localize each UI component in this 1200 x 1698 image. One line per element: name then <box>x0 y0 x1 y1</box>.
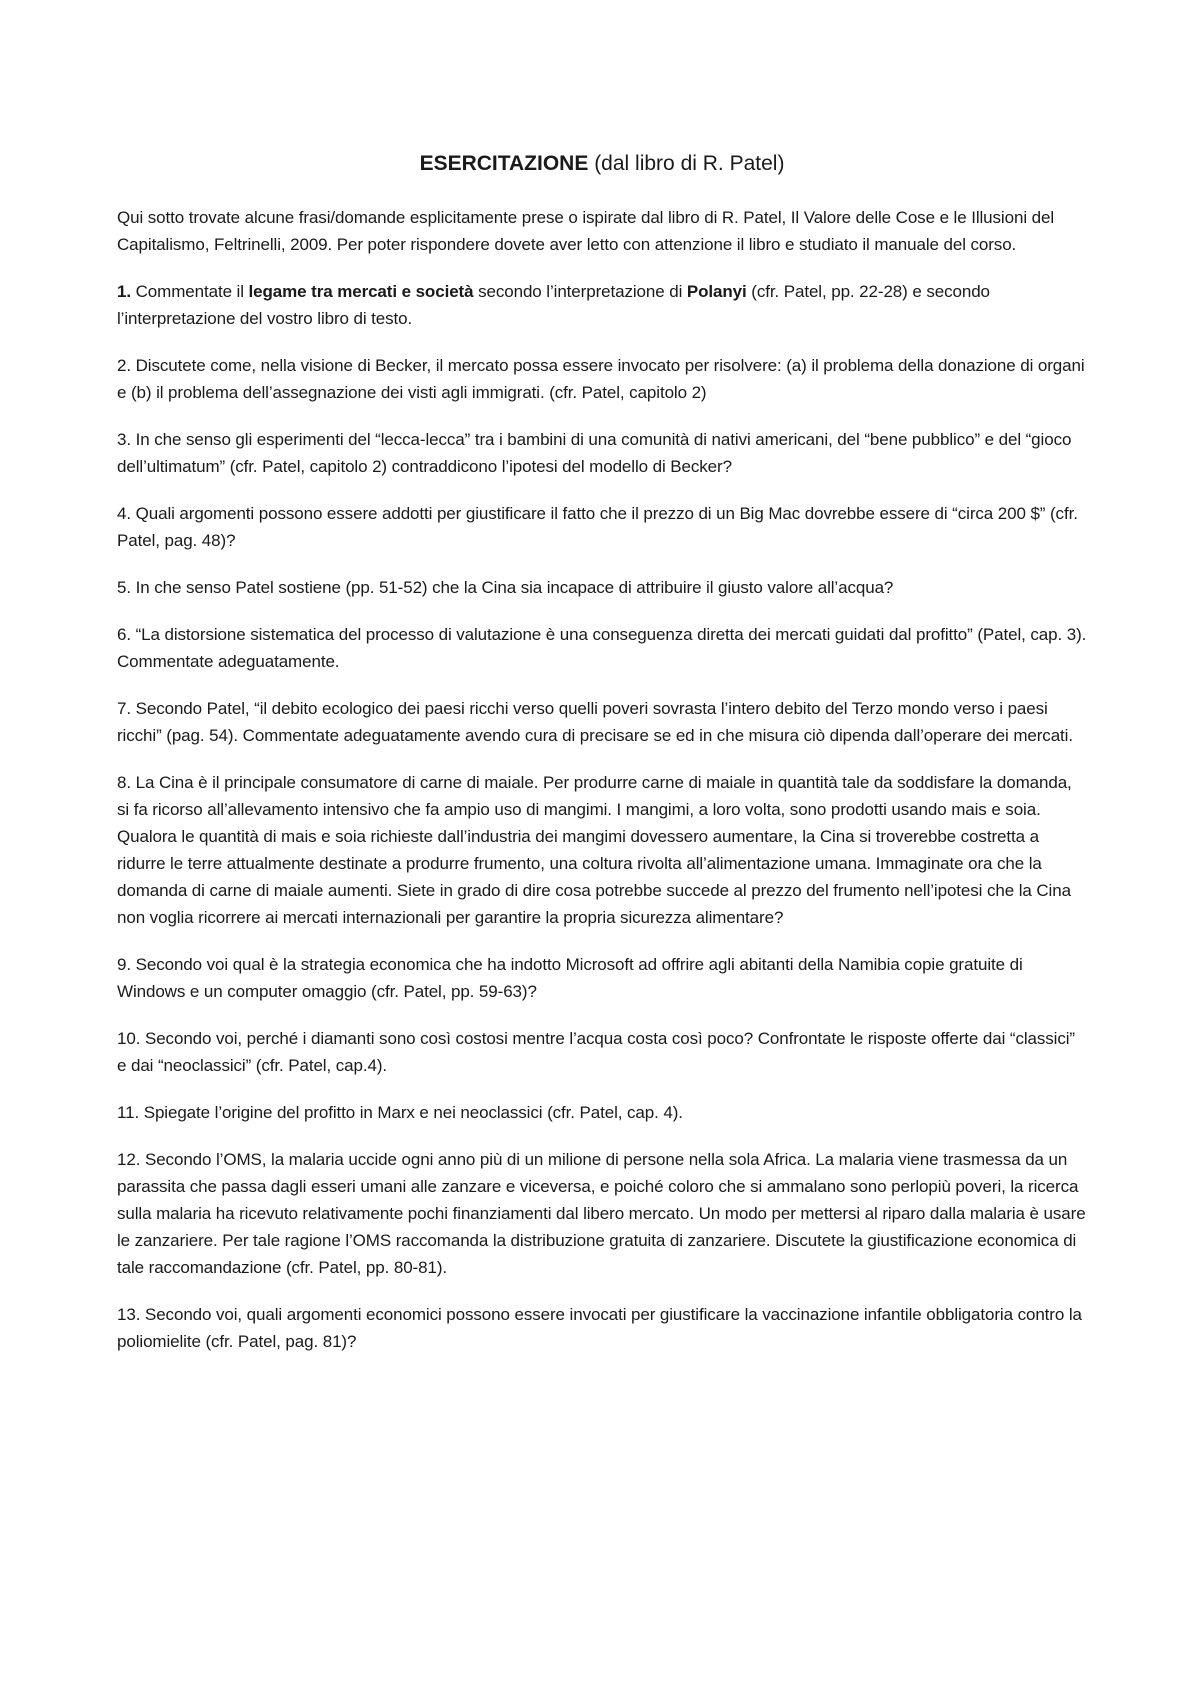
question-number: 13. <box>117 1305 141 1324</box>
question-10 <box>117 1025 1087 1079</box>
question-6 <box>117 621 1087 675</box>
title-bold: ESERCITAZIONE <box>419 152 589 175</box>
question-2 <box>117 352 1087 406</box>
question-13 <box>117 1301 1087 1355</box>
emphasis-text: Polanyi <box>686 282 747 301</box>
question-text: In che senso Patel sostiene (pp. 51-52) che la Cina sia incapace di attribuire il giusto valore all’acqua? <box>130 578 894 597</box>
question-number: 2. <box>117 356 131 375</box>
question-number: 8. <box>117 773 131 792</box>
question-text: Spiegate l’origine del profitto in Marx e nei neoclassici (cfr. Patel, cap. 4). <box>139 1103 683 1122</box>
question-text: Secondo voi, perché i diamanti sono così costosi mentre l’acqua costa così poco? Confrontate le risposte offerte dai “classici” e dai “neoclassici” (cfr. Patel, cap.4). <box>117 1029 1075 1075</box>
question-7 <box>117 695 1087 749</box>
question-number: 10. <box>117 1029 141 1048</box>
intro-paragraph: Qui sotto trovate alcune frasi/domande esplicitamente prese o ispirate dal libro di R. Patel, Il Valore delle Cose e le Illusioni del Capitalismo, Feltrinelli, 2009. Per poter rispondere dovete aver letto con attenzione il libro e studiato il manuale del corso. <box>117 208 1054 254</box>
question-number: 11. <box>117 1103 140 1122</box>
question-number: 5. <box>117 578 131 597</box>
question-3 <box>117 426 1087 480</box>
question-text: Discutete come, nella visione di Becker, il mercato possa essere invocato per risolvere: (a) il problema della donazione di organi e (b) il problema dell’assegnazione dei visti agli immigrati. (cfr. Patel, capitolo 2) <box>117 356 1085 402</box>
question-text: “La distorsione sistematica del processo di valutazione è una conseguenza diretta dei mercati guidati dal profitto” (Patel, cap. 3). Commentate adeguatamente. <box>117 625 1087 671</box>
question-text: In che senso gli esperimenti del “lecca-lecca” tra i bambini di una comunità di nativi americani, del “bene pubblico” e del “gioco dell’ultimatum” (cfr. Patel, capitolo 2) contraddicono l’ipotesi del modello di Becker? <box>117 430 1072 476</box>
question-11 <box>117 1099 1087 1126</box>
question-text: La Cina è il principale consumatore di carne di maiale. Per produrre carne di maiale in quantità tale da soddisfare la domanda, si fa ricorso all’allevamento intensivo che fa ampio uso di mangimi. I mangimi, a loro volta, sono prodotti usando mais e soia. Qualora le quantità di mais e soia richieste dall’industria dei mangimi dovessero aumentare, la Cina si troverebbe costretta a ridurre le terre attualmente destinate a produrre frumento, una coltura rivolta all’alimentazione umana. Immaginate ora che la domanda di carne di maiale aumenti. Siete in grado di dire cosa potrebbe succede al prezzo del frumento nell’ipotesi che la Cina non voglia ricorrere ai mercati internazionali per garantire la propria sicurezza alimentare? <box>117 773 1072 927</box>
question-number: 9. <box>117 955 131 974</box>
question-12 <box>117 1146 1087 1281</box>
question-number: 12. <box>117 1150 141 1169</box>
question-4 <box>117 500 1087 554</box>
question-number: 6. <box>117 625 131 644</box>
question-text: Secondo voi, quali argomenti economici possono essere invocati per giustificare la vaccinazione infantile obbligatoria contro la poliomielite (cfr. Patel, pag. 81)? <box>117 1305 1082 1351</box>
question-text: Secondo voi qual è la strategia economica che ha indotto Microsoft ad offrire agli abitanti della Namibia copie gratuite di Windows e un computer omaggio (cfr. Patel, pp. 59-63)? <box>117 955 1023 1001</box>
question-text: Quali argomenti possono essere addotti per giustificare il fatto che il prezzo di un Big Mac dovrebbe essere di “circa 200 $” (cfr. Patel, pag. 48)? <box>117 504 1078 550</box>
question-number: 1. <box>117 282 131 301</box>
question-9 <box>117 951 1087 1005</box>
question-text: Secondo l’OMS, la malaria uccide ogni anno più di un milione di persone nella sola Africa. La malaria viene trasmessa da un parassita che passa dagli esseri umani alle zanzare e viceversa, e poiché coloro che si ammalano sono perlopiù poveri, la ricerca sulla malaria ha ricevuto relativamente pochi finanziamenti dal libero mercato. Un modo per mettersi al riparo dalla malaria è usare le zanzariere. Per tale ragione l’OMS raccomanda la distribuzione gratuita di zanzariere. Discutete la giustificazione economica di tale raccomandazione (cfr. Patel, pp. 80-81). <box>117 1150 1086 1277</box>
question-number: 7. <box>117 699 131 718</box>
question-1: 1. Commentate il legame tra mercati e società secondo l’interpretazione di Polanyi (cfr. Patel, pp. 22-28) e secondo l’interpretazione del vostro libro di testo. <box>117 282 990 328</box>
emphasis-text: legame tra mercati e società <box>248 282 474 301</box>
title-subtitle: (dal libro di R. Patel) <box>588 152 785 175</box>
document-body <box>117 150 1087 1375</box>
question-8 <box>117 769 1087 931</box>
question-number: 4. <box>117 504 131 523</box>
question-text: Secondo Patel, “il debito ecologico dei paesi ricchi verso quelli poveri sovrasta l’intero debito del Terzo mondo verso i paesi ricchi” (pag. 54). Commentate adeguatamente avendo cura di precisare se ed in che misura ciò dipenda dall’operare dei mercati. <box>117 699 1073 745</box>
question-number: 3. <box>117 430 131 449</box>
page-title <box>117 150 1087 178</box>
question-5 <box>117 574 1087 601</box>
